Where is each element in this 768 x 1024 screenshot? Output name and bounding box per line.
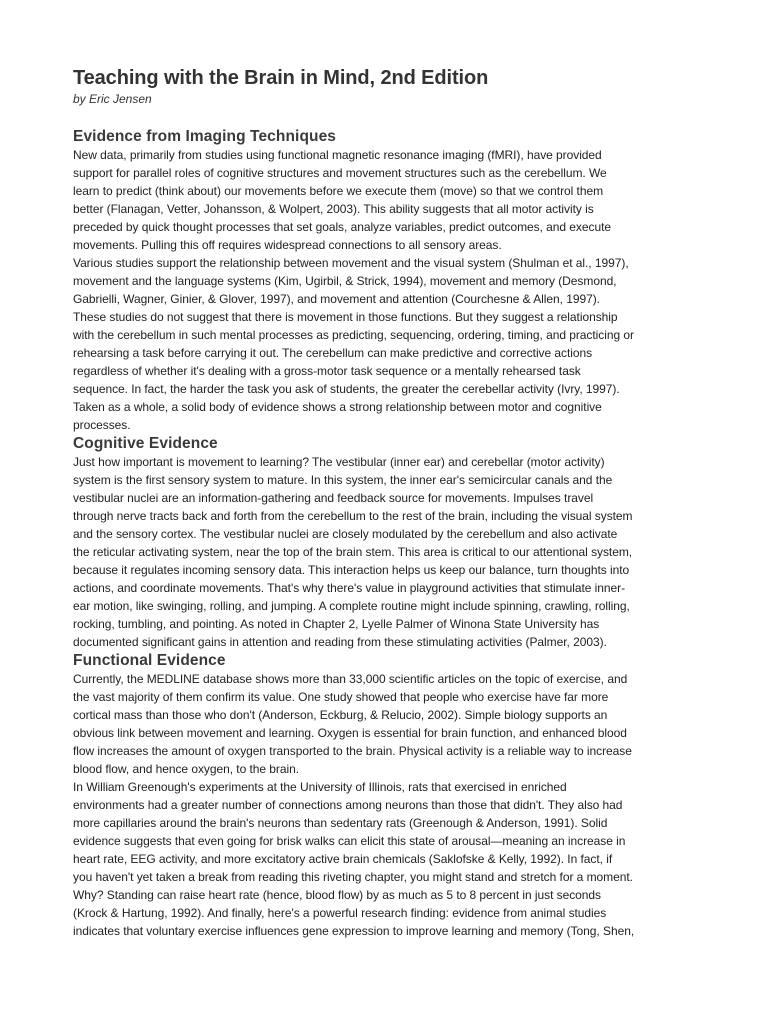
author-byline: by Eric Jensen (73, 92, 152, 106)
section-heading: Cognitive Evidence (73, 435, 218, 452)
paragraph: Various studies support the relationship between movement and the visual system (Shulman et al., 1997), movement and the language systems (Kim, Ugirbil, & Strick, 1994), movement and memory (Desmond, Gabrielli, Wagner, Ginier, & Glover, 1997), and movement and attention (Courchesne & Allen, 1997). These studies do not suggest that there is movement in those functions. But they suggest a relationship with the cerebellum in such mental processes as predicting, sequencing, ordering, timing, and practicing or rehearsing a task before carrying it out. The cerebellum can make predictive and corrective actions regardless of whether it's dealing with a gross-motor task sequence or a mentally rehearsed task sequence. In fact, the harder the task you ask of students, the greater the cerebellar activity (Ivry, 1997). Taken as a whole, a solid body of evidence shows a strong relationship between motor and cognitive processes. (73, 256, 634, 432)
document-page (73, 66, 703, 940)
section-cognitive-evidence (73, 434, 703, 651)
paragraph: Currently, the MEDLINE database shows more than 33,000 scientific articles on the topic of exercise, and the vast majority of them confirm its value. One study showed that people who exercise have far more cortical mass than those who don't (Anderson, Eckburg, & Relucio, 2002). Simple biology supports an obvious link between movement and learning. Oxygen is essential for brain function, and enhanced blood flow increases the amount of oxygen transported to the brain. Physical activity is a reliable way to increase blood flow, and hence oxygen, to the brain. (73, 672, 632, 776)
section-imaging-evidence (73, 127, 703, 434)
paragraph: Just how important is movement to learning? The vestibular (inner ear) and cerebellar (motor activity) system is the first sensory system to mature. In this system, the inner ear's semicircular canals and the vestibular nuclei are an information-gathering and feedback source for movements. Impulses travel through nerve tracts back and forth from the cerebellum to the rest of the brain, including the visual system and the sensory cortex. The vestibular nuclei are closely modulated by the cerebellum and also activate the reticular activating system, near the top of the brain stem. This area is critical to our attentional system, because it regulates incoming sensory data. This interaction helps us keep our balance, turn thoughts into actions, and coordinate movements. That's why there's value in playground activities that stimulate inner- ear motion, like swinging, rolling, and jumping. A complete routine might include spinning, crawling, rolling, rocking, tumbling, and pointing. As noted in Chapter 2, Lyelle Palmer of Winona State University has documented significant gains in attention and reading from these stimulating activities (Palmer, 2003). (73, 455, 633, 649)
section-heading: Evidence from Imaging Techniques (73, 128, 337, 145)
section-functional-evidence (73, 651, 703, 940)
paragraph: New data, primarily from studies using functional magnetic resonance imaging (fMRI), have provided support for parallel roles of cognitive structures and movement structures such as the cerebellum. We learn to predict (think about) our movements before we execute them (move) so that we control them better (Flanagan, Vetter, Johansson, & Wolpert, 2003). This ability suggests that all motor activity is preceded by quick thought processes that set goals, analyze variables, predict outcomes, and execute movements. Pulling this off requires widespread connections to all sensory areas. (73, 148, 611, 252)
paragraph: In William Greenough's experiments at the University of Illinois, rats that exercised in enriched environments had a greater number of connections among neurons than those that didn't. They also had more capillaries around the brain's neurons than sedentary rats (Greenough & Anderson, 1991). Solid evidence suggests that even going for brisk walks can elicit this state of arousal—meaning an increase in heart rate, EEG activity, and more excitatory active brain chemicals (Saklofske & Kelly, 1992). In fact, if you haven't yet taken a break from reading this riveting chapter, you might stand and stretch for a moment. Why? Standing can raise heart rate (hence, blood flow) by as much as 5 to 8 percent in just seconds (Krock & Hartung, 1992). And finally, here's a powerful research finding: evidence from animal studies indicates that voluntary exercise influences gene expression to improve learning and memory (Tong, Shen, (73, 780, 635, 938)
document-title: Teaching with the Brain in Mind, 2nd Edition (73, 67, 489, 89)
section-heading: Functional Evidence (73, 652, 226, 669)
